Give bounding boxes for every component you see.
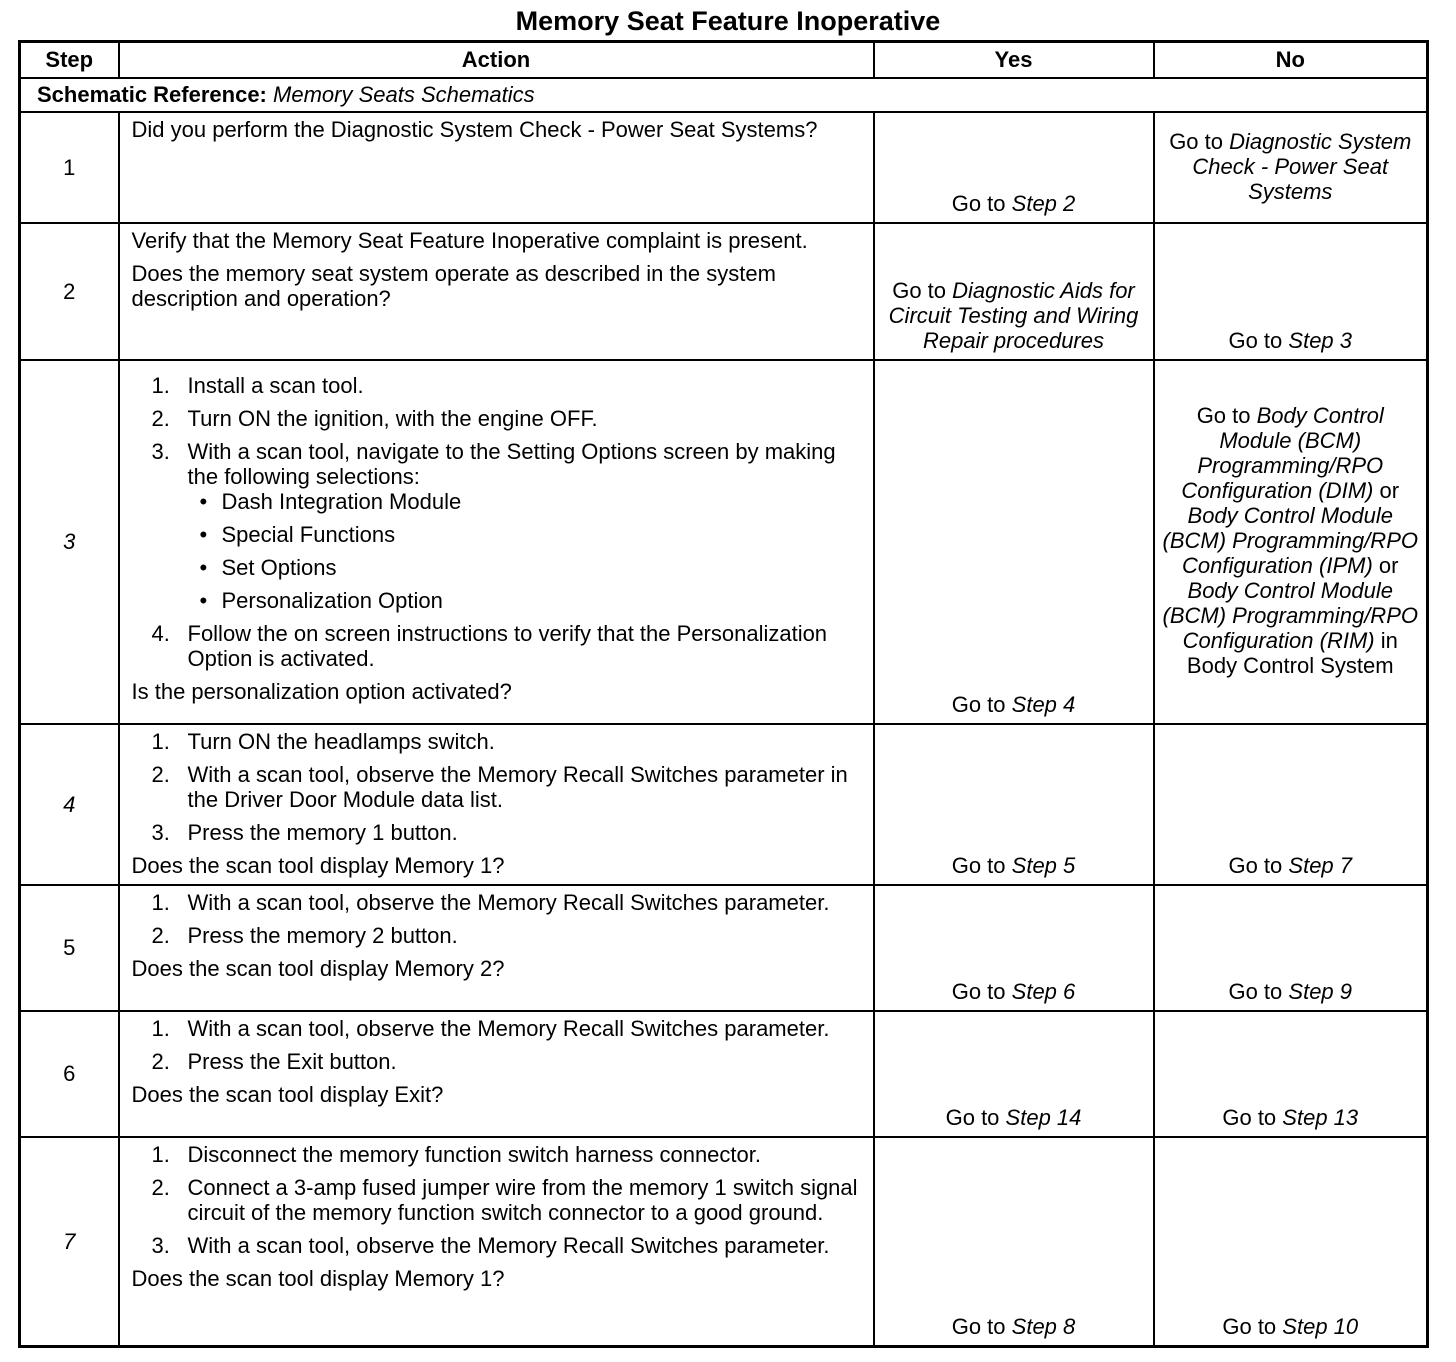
no-cell: [1154, 223, 1428, 360]
list-item: 2. Connect a 3-amp fused jumper wire from the memory 1 switch signal circuit of the memory function switch connector to a good ground.: [151, 1174, 858, 1225]
yes-prefix: Go to: [951, 852, 1006, 878]
list-item: 2. With a scan tool, observe the Memory Recall Switches parameter in the Driver Door Module data list.: [151, 761, 848, 812]
list-item: 2. Press the memory 2 button.: [151, 922, 458, 948]
list-item: 1. With a scan tool, observe the Memory Recall Switches parameter.: [151, 1015, 830, 1041]
no-or: or: [1378, 553, 1399, 578]
list-item: 2. Turn ON the ignition, with the engine OFF.: [151, 405, 598, 431]
step-number: 3: [20, 360, 119, 724]
action-question: Does the scan tool display Memory 1?: [131, 852, 505, 878]
no-link[interactable]: Step 9: [1288, 978, 1353, 1004]
yes-cell: [874, 112, 1154, 223]
yes-link[interactable]: Step 6: [1011, 978, 1076, 1004]
table-row-step-5: [20, 885, 1428, 1011]
no-prefix: Go to: [1228, 978, 1283, 1004]
action-cell: [119, 112, 874, 223]
schematic-label: Schematic Reference:: [37, 82, 267, 107]
yes-prefix: Go to: [951, 691, 1006, 717]
action-question: Does the memory seat system operate as described in the system description and operation?: [131, 260, 776, 311]
bullet-item: • Set Options: [199, 554, 337, 580]
no-cell: [1154, 1011, 1428, 1137]
no-prefix: Go to: [1228, 327, 1283, 353]
header-action: Action: [119, 42, 874, 78]
yes-cell: [874, 885, 1154, 1011]
yes-prefix: Go to: [945, 1104, 1000, 1130]
list-item: 2. Press the Exit button.: [151, 1048, 397, 1074]
header-row: [20, 42, 1428, 78]
bullet-icon: •: [199, 554, 208, 580]
yes-prefix: Go to: [892, 277, 947, 303]
no-prefix: Go to: [1169, 128, 1223, 154]
bullet-icon: •: [199, 521, 208, 547]
action-cell: [119, 360, 874, 724]
action-cell: [119, 1011, 874, 1137]
no-cell: [1154, 112, 1428, 223]
list-item: 4. Follow the on screen instructions to verify that the Personalization Option is activated.: [151, 620, 828, 671]
action-cell: [119, 1137, 874, 1347]
table-row-step-6: [20, 1011, 1428, 1137]
table-row-step-1: [20, 112, 1428, 223]
list-item: 1. Disconnect the memory function switch harness connector.: [151, 1141, 761, 1167]
no-prefix: Go to: [1222, 1314, 1277, 1339]
step-number: 4: [20, 724, 119, 885]
yes-prefix: Go to: [951, 978, 1006, 1004]
no-link[interactable]: Step 10: [1282, 1314, 1359, 1339]
step-number: 5: [20, 885, 119, 1011]
no-suffix: in Body Control System: [1186, 628, 1398, 678]
no-cell: [1154, 360, 1428, 724]
yes-cell: [874, 724, 1154, 885]
no-prefix: Go to: [1196, 403, 1251, 428]
action-list: [132, 1016, 863, 1074]
list-item: 3. With a scan tool, observe the Memory Recall Switches parameter.: [151, 1232, 830, 1258]
action-list: [132, 373, 863, 671]
header-yes: Yes: [874, 42, 1154, 78]
list-item: 3. Press the memory 1 button.: [151, 819, 458, 845]
no-cell: [1154, 1137, 1428, 1347]
action-question: Does the scan tool display Exit?: [131, 1081, 444, 1107]
no-or: or: [1379, 478, 1400, 503]
table-row-step-4: [20, 724, 1428, 885]
yes-cell: [874, 1011, 1154, 1137]
header-no: No: [1154, 42, 1428, 78]
bullet-icon: •: [199, 488, 208, 514]
no-link-ipm[interactable]: Body Control Module (BCM) Programming/RPO Configuration (IPM): [1162, 503, 1418, 578]
page-title: Memory Seat Feature Inoperative: [515, 6, 941, 36]
step-number: 1: [20, 112, 119, 223]
no-link[interactable]: Step 7: [1288, 852, 1353, 878]
no-prefix: Go to: [1228, 852, 1283, 878]
bullet-item: • Dash Integration Module: [199, 488, 462, 514]
no-link-dim[interactable]: Body Control Module (BCM) Programming/RPO Configuration (DIM): [1181, 403, 1384, 503]
schematic-row: [20, 78, 1428, 112]
action-cell: [119, 724, 874, 885]
yes-link[interactable]: Step 4: [1011, 691, 1076, 717]
list-item: 3. With a scan tool, navigate to the Setting Options screen by making the following selections: • Dash Integration Module • Special Functions • Set Options • Personalization Option: [132, 439, 863, 613]
list-item: 1. Install a scan tool.: [151, 372, 364, 398]
table-row-step-7: [20, 1137, 1428, 1347]
yes-cell: [874, 360, 1154, 724]
action-list: [132, 890, 863, 948]
diagnostic-table: [18, 40, 1429, 1348]
yes-link[interactable]: Step 2: [1011, 190, 1076, 216]
yes-link[interactable]: Step 5: [1011, 852, 1076, 878]
bullet-item: • Personalization Option: [199, 587, 443, 613]
list-item: 1. With a scan tool, observe the Memory Recall Switches parameter.: [151, 889, 830, 915]
bullet-list: [188, 489, 863, 613]
action-cell: [119, 223, 874, 360]
list-item: 1. Turn ON the headlamps switch.: [151, 728, 495, 754]
schematic-reference: [20, 78, 1428, 112]
action-list: [132, 729, 863, 845]
no-link-rim[interactable]: Body Control Module (BCM) Programming/RPO Configuration (RIM): [1162, 578, 1418, 653]
yes-prefix: Go to: [951, 190, 1006, 216]
step-number: 6: [20, 1011, 119, 1137]
action-question: Does the scan tool display Memory 2?: [131, 955, 505, 981]
bullet-icon: •: [199, 587, 208, 613]
no-link[interactable]: Step 13: [1282, 1104, 1359, 1130]
no-prefix: Go to: [1222, 1104, 1277, 1130]
yes-link[interactable]: Diagnostic Aids for Circuit Testing and Wiring Repair procedures: [888, 277, 1139, 353]
action-list: [132, 1142, 863, 1258]
yes-link[interactable]: Step 8: [1011, 1314, 1076, 1339]
yes-cell: [874, 223, 1154, 360]
no-link[interactable]: Step 3: [1288, 327, 1353, 353]
yes-prefix: Go to: [951, 1314, 1006, 1339]
bullet-item: • Special Functions: [199, 521, 396, 547]
action-question: Is the personalization option activated?: [131, 678, 512, 704]
action-question: Does the scan tool display Memory 1?: [131, 1265, 505, 1291]
header-step: Step: [20, 42, 119, 78]
no-cell: [1154, 885, 1428, 1011]
table-row-step-3: [20, 360, 1428, 724]
table-row-step-2: [20, 223, 1428, 360]
yes-cell: [874, 1137, 1154, 1347]
action-text: Did you perform the Diagnostic System Check - Power Seat Systems?: [131, 116, 818, 142]
action-text: Verify that the Memory Seat Feature Inoperative complaint is present.: [131, 227, 808, 253]
action-cell: [119, 885, 874, 1011]
step-number: 7: [20, 1137, 119, 1347]
no-link[interactable]: Diagnostic System Check - Power Seat Systems: [1192, 128, 1412, 204]
step-number: 2: [20, 223, 119, 360]
no-cell: [1154, 724, 1428, 885]
yes-link[interactable]: Step 14: [1005, 1104, 1082, 1130]
schematic-link[interactable]: Memory Seats Schematics: [273, 82, 535, 107]
